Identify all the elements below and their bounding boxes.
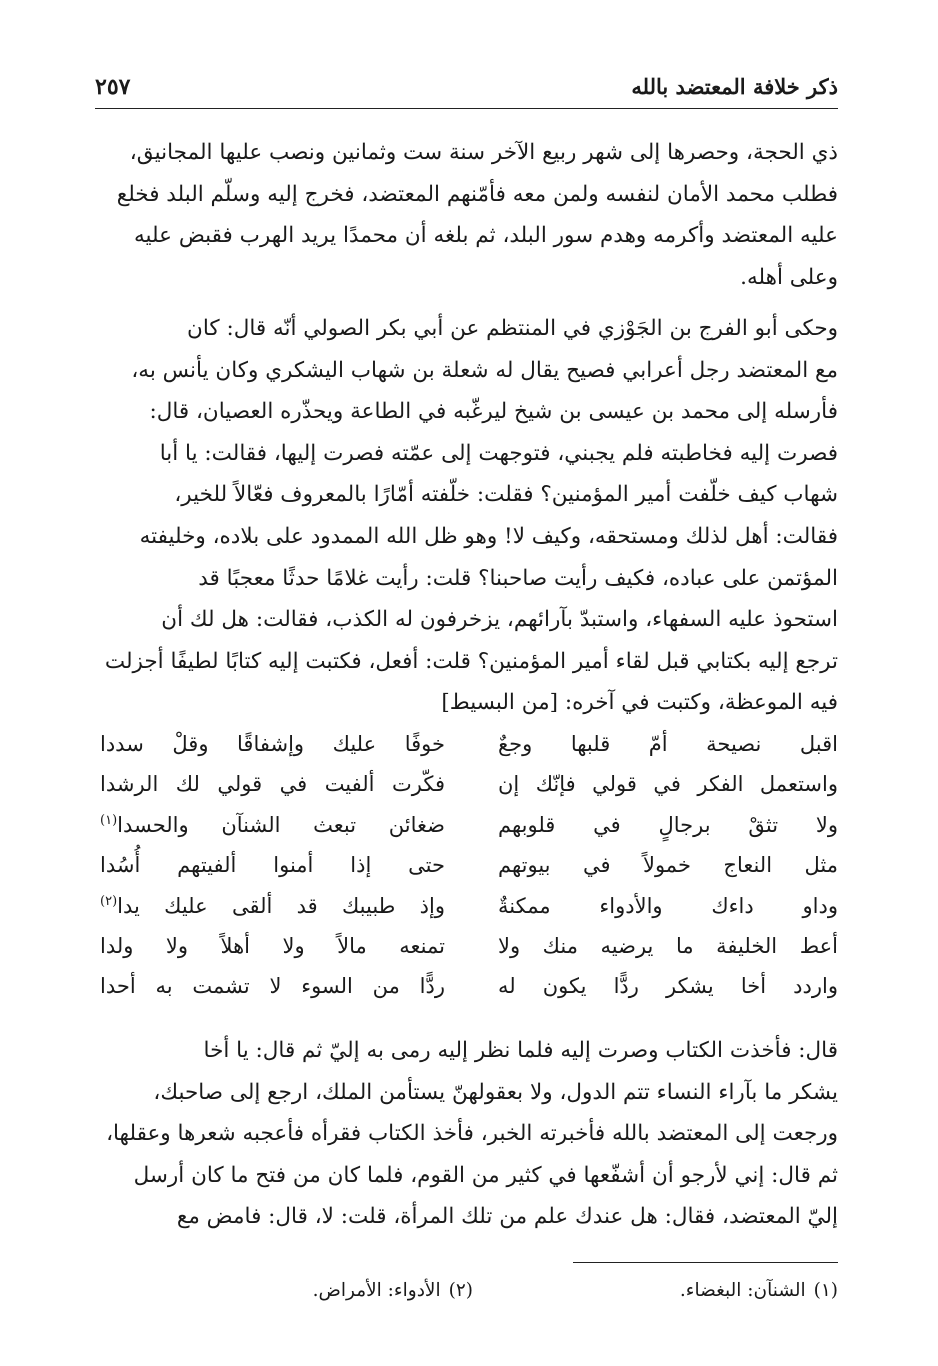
footnote-2	[313, 1280, 473, 1301]
hemistich-text: خوفًا عليك وإشفاقًا وقلْ سددا	[100, 732, 445, 756]
verse-second-hemistich	[100, 732, 445, 756]
running-title: ذكر خلافة المعتضد بالله	[631, 74, 838, 99]
hemistich-text: ردًّا من السوء لا تشمت به أحدا	[100, 974, 445, 999]
paragraph-2	[95, 308, 838, 724]
footnote-divider	[573, 1262, 838, 1263]
text-line: فصرت إليه فخاطبته فلم يجبني، فتوجهت إلى عمّته فصرت إليها، فقالت: يا أبا	[159, 440, 838, 466]
text-line: فأرسله إلى محمد بن عيسى بن شيخ ليرغّبه في الطاعة ويحذّره العصيان، قال:	[149, 399, 838, 425]
verse-first-hemistich: وداو داءك والأدواء ممكنةٌ	[498, 893, 838, 918]
text-line: ورجعت إلى المعتضد بالله فأخبرته الخبر، فأخذ الكتاب فقرأه فأعجبه شعرها وعقلها،	[106, 1121, 838, 1147]
text-line: ترجع إليه بكتابي قبل لقاء أمير المؤمنين؟ قلت: أفعل، فكتبت إليه كتابًا لطيفًا أجزلت	[104, 648, 838, 674]
footnote-marker[interactable]: (٢)	[100, 893, 118, 909]
verse-second-hemistich	[100, 934, 445, 958]
paragraph-3	[95, 1030, 838, 1238]
text-line: شهاب كيف خلّفت أمير المؤمنين؟ فقلت: خلّفته أمّارًا بالمعروف فعّالاً للخير،	[174, 482, 838, 508]
footnote-marker[interactable]: (١)	[100, 812, 118, 828]
text-line: ثم قال: إني لأرجو أن أشفّعها في كثير من القوم، فلما كان من فتح ما كان أرسل	[133, 1162, 838, 1188]
verse-second-hemistich	[100, 974, 445, 998]
verse-line	[100, 809, 838, 849]
text-line: استحوذ عليه السفهاء، واستبدّ بآرائهم، يزخرفون له الكذب، فقالت: هل لك أن	[161, 607, 838, 633]
text-line: يشكر ما بآراء النساء تتم الدول، ولا بعقولهنّ يستأمن الملك، ارجع إلى صاحبك،	[153, 1079, 838, 1105]
verse-line	[100, 728, 838, 768]
page-number: ٢٥٧	[95, 74, 131, 100]
running-header	[95, 70, 838, 106]
verse-second-hemistich	[100, 813, 445, 837]
hemistich-text: تمنعه مالاً ولا أهلاً ولا ولدا	[100, 933, 445, 958]
text-line: فطلب محمد الأمان لنفسه ولمن معه فأمّنهم المعتضد، فخرج إليه وسلّم البلد فخلع	[116, 181, 838, 207]
text-line: إليّ المعتضد، فقال: هل عندك علم من تلك المرأة، قلت: لا، قال: فامض مع	[176, 1204, 838, 1230]
footnote-text: الشنآن: البغضاء.	[679, 1280, 806, 1301]
verse-second-hemistich	[100, 772, 445, 796]
verse-first-hemistich: ولا تثقْ برجالٍ في قلوبهم	[498, 812, 838, 837]
text-line: ذي الحجة، وحصرها إلى شهر ربيع الآخر سنة ست وثمانين ونصب عليها المجانيق،	[129, 140, 838, 165]
text-line: قال: فأخذت الكتاب وصرت إليه فلما نظر إليه رمى به إليّ ثم قال: يا أخا	[203, 1038, 838, 1063]
text-line: عليه المعتضد وأكرمه وهدم سور البلد، ثم بلغه أن محمدًا يريد الهرب فقبض عليه	[134, 223, 838, 249]
text-line: المؤتمن على عباده، فكيف رأيت صاحبنا؟ قلت: رأيت غلامًا حدثًا معجبًا قد	[198, 565, 838, 591]
verse-first-hemistich: مثل النعاج خمولاً في بيوتهم	[498, 853, 838, 878]
text-line: وعلى أهله.	[740, 264, 838, 290]
footnote-number: (٢)	[448, 1280, 473, 1301]
verse-first-hemistich: أعط الخليفة ما يرضيه منك ولا	[498, 933, 838, 958]
verse-first-hemistich: واستعمل الفكر في قولي فإنّك إن	[498, 772, 838, 797]
verse-line	[100, 930, 838, 970]
poem	[100, 728, 838, 1011]
hemistich-text: حتى إذا أمنوا ألفيتهم أُسُدا	[100, 853, 445, 878]
verse-line	[100, 849, 838, 889]
hemistich-text: ضغائن تبعث الشنآن والحسدا	[117, 812, 445, 837]
verse-line	[100, 768, 838, 808]
hemistich-text: وإذ طبيبك قد ألقى عليك يدا	[117, 893, 445, 918]
hemistich-text: فكّرت ألفيت في قولي لك الرشدا	[100, 772, 445, 797]
text-line: فيه الموعظة، وكتبت في آخره: [من البسيط]	[441, 690, 838, 716]
verse-line	[100, 890, 838, 930]
text-line: وحكى أبو الفرج بن الجَوْزي في المنتظم عن أبي بكر الصولي أنّه قال: كان	[187, 316, 838, 341]
footnote-number: (١)	[813, 1280, 838, 1301]
header-divider	[95, 108, 838, 109]
footnote-1	[680, 1280, 838, 1301]
verse-first-hemistich: واردد أخا يشكر ردًّا يكون له	[498, 974, 838, 999]
footnote-text: الأدواء: الأمراض.	[312, 1280, 441, 1301]
verse-first-hemistich: اقبل نصيحة أمّ قلبها وجعٌ	[498, 732, 838, 756]
verse-second-hemistich	[100, 894, 445, 918]
text-line: فقالت: أهل لذلك ومستحقه، وكيف لا! وهو ظل الله الممدود على بلاده، وخليفته	[139, 523, 838, 549]
verse-line	[100, 970, 838, 1010]
paragraph-1	[95, 132, 838, 298]
verse-second-hemistich	[100, 853, 445, 877]
text-line: مع المعتضد رجل أعرابي فصيح يقال له شعلة بن شهاب اليشكري وكان يأنس به،	[131, 357, 838, 383]
